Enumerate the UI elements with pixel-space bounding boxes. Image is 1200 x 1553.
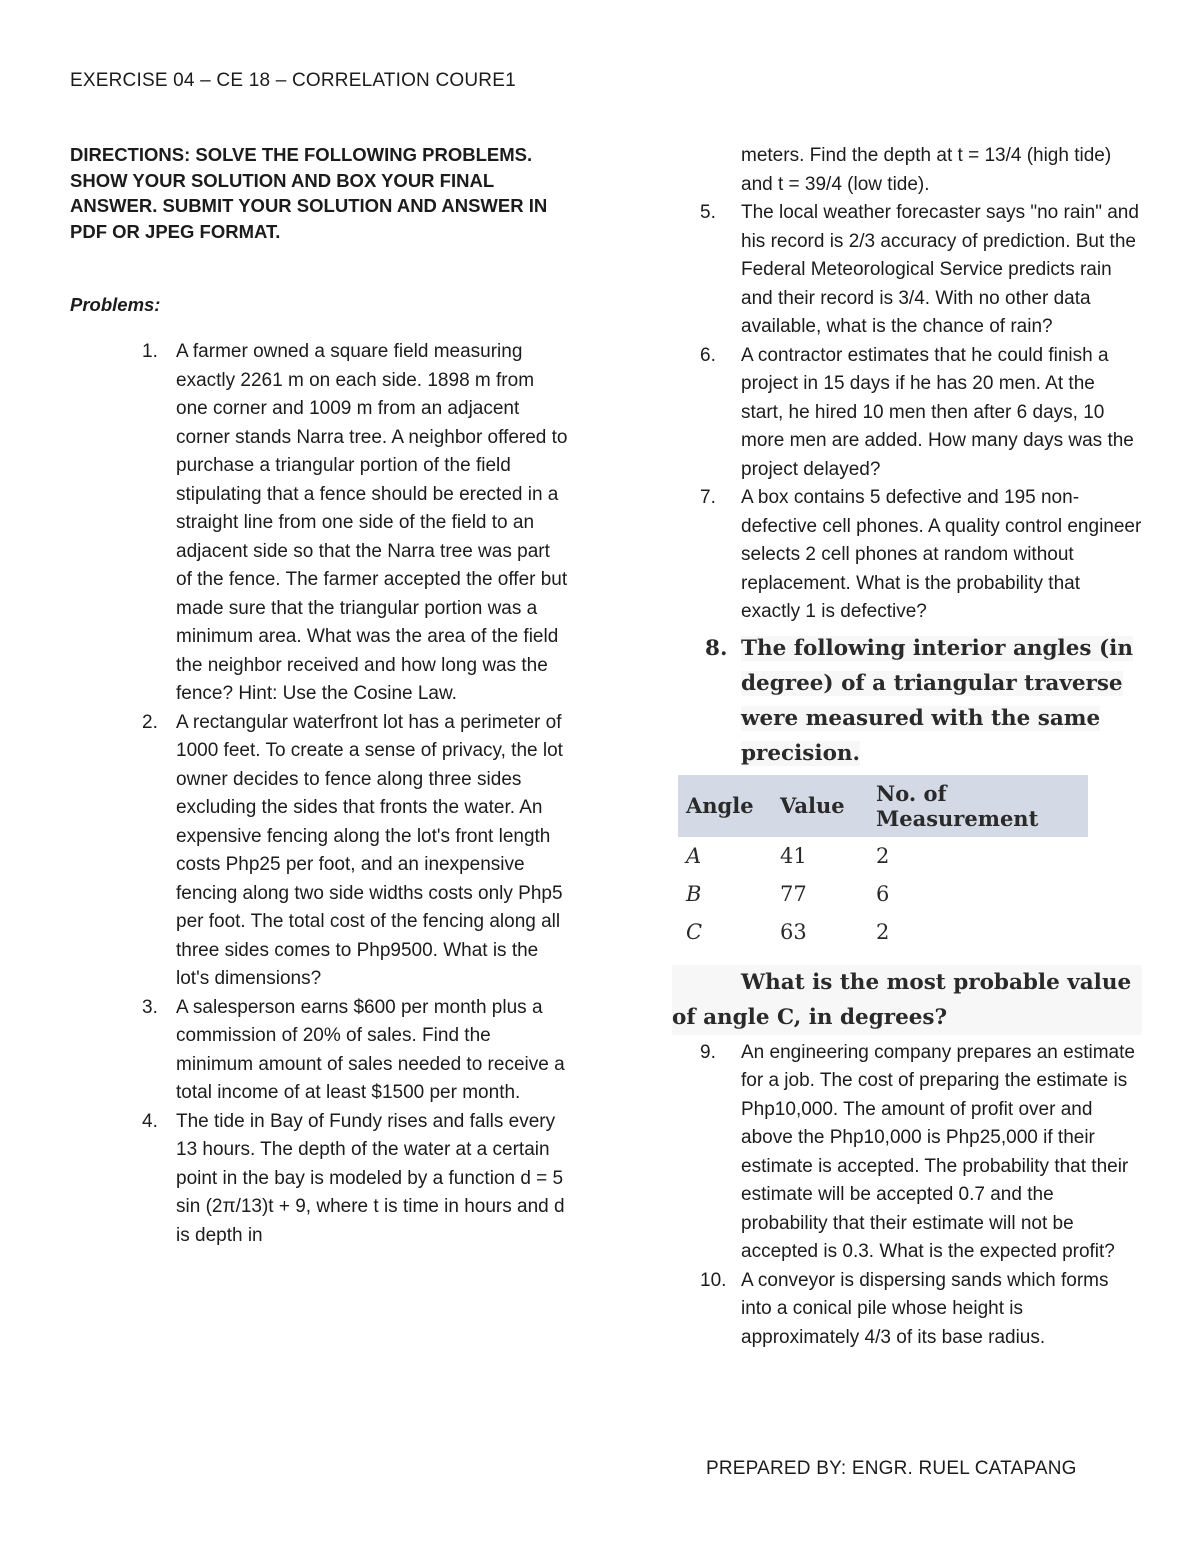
problem-8-question-text: What is the most probable value of angle C, in degrees? [672,969,1132,1030]
value-cell: 77 [780,881,807,906]
column-header-angle: Angle [686,793,754,818]
angle-cell: A [686,843,702,868]
problem-text: A box contains 5 defective and 195 non-defective cell phones. A quality control engineer selects 2 cell phones at random without replacement. What is the probability that exactly 1 is defective? [741,487,1142,622]
prepared-by-footer: PREPARED BY: ENGR. RUEL CATAPANG [706,1458,1077,1479]
table-header-row [678,775,1088,837]
problem-item [672,1267,1142,1353]
problem-4-continuation: meters. Find the depth at t = 13/4 (high tide) and t = 39/4 (low tide). [741,145,1112,195]
problem-number: 4. [142,1110,158,1132]
count-cell: 2 [876,843,890,868]
problem-text: The local weather forecaster says "no rain" and his record is 2/3 accuracy of prediction. But the Federal Meteorological Service predicts rain and their record is 3/4. With no other data available, what is the chance of rain? [741,202,1139,337]
column-header-value: Value [780,793,845,818]
problem-item [70,338,570,709]
problem-8-question [672,965,1142,1035]
problem-8 [672,631,1142,771]
angle-cell: B [686,881,702,906]
problem-text: A contractor estimates that he could finish a project in 15 days if he has 20 men. At the start, he hired 10 men then after 6 days, 10 more men are added. How many days was the project delayed? [741,344,1134,480]
problem-text: A conveyor is dispersing sands which forms into a conical pile whose height is approximately 4/3 of its base radius. [741,1269,1109,1348]
problem-item [70,994,570,1108]
problem-list-left [70,338,570,1250]
problem-list-right-2 [672,1039,1142,1353]
problem-number: 1. [142,341,158,362]
table-row [678,875,1088,913]
problem-number: 8. [705,635,728,661]
problem-item [672,199,1142,342]
problem-number: 2. [142,711,158,733]
problem-item [70,1108,570,1251]
table-row [678,837,1088,875]
document-title: EXERCISE 04 – CE 18 – CORRELATION COURE1 [70,70,516,91]
count-cell: 2 [876,919,890,944]
value-cell: 63 [780,919,807,944]
problem-number: 9. [700,1041,716,1063]
problem-number: 6. [700,344,716,366]
count-cell: 6 [876,881,890,906]
problems-heading: Problems: [70,294,161,315]
angle-cell: C [686,919,703,944]
problem-text: A salesperson earns $600 per month plus a commission of 20% of sales. Find the minimum amount of sales needed to receive a total income of at least $1500 per month. [176,996,565,1103]
angle-table [678,775,1088,951]
problem-list-right [672,199,1142,627]
problem-number: 7. [700,487,716,508]
directions-text: DIRECTIONS: SOLVE THE FOLLOWING PROBLEMS. SHOW YOUR SOLUTION AND BOX YOUR FINAL ANSWER. SUBMIT YOUR SOLUTION AND ANSWER IN PDF OR JPEG FORMAT. [70,144,548,242]
problem-number: 3. [142,996,158,1018]
problem-8-text: The following interior angles (in degree) of a triangular traverse were measured with the same precision. [741,635,1133,766]
value-cell: 41 [780,843,807,868]
problem-number: 10. [700,1269,727,1291]
problem-text: An engineering company prepares an estimate for a job. The cost of preparing the estimate is Php10,000. The amount of profit over and above the Php10,000 is Php25,000 if their estimate is accepted. The probability that their estimate will be accepted 0.7 and the probability that their estimate will not be accepted is 0.3. What is the expected profit? [741,1041,1135,1262]
problem-text: The tide in Bay of Fundy rises and falls every 13 hours. The depth of the water at a certain point in the bay is modeled by a function d = 5 sin (2π/13)t + 9, where t is time in hours and d is depth in [176,1110,565,1246]
problem-item [672,1039,1142,1267]
column-header-measurements: No. of Measurement [876,780,1039,831]
left-column [70,142,570,1250]
problem-text: A rectangular waterfront lot has a perimeter of 1000 feet. To create a sense of privacy, the lot owner decides to fence along three sides excluding the sides that fronts the water. An expensive fencing along the lot's front length costs Php25 per foot, and an inexpensive fencing along two side widths costs only Php5 per foot. The total cost of the fencing along all three sides comes to Php9500. What is the lot's dimensions? [176,711,563,989]
table-row [678,913,1088,951]
problem-item [70,709,570,994]
right-column [672,142,1142,1352]
problem-text: A farmer owned a square field measuring exactly 2261 m on each side. 1898 m from one corner and 1009 m from an adjacent corner stands Narra tree. A neighbor offered to purchase a triangular portion of the field stipulating that a fence should be erected in a straight line from one side of the field to an adjacent side so that the Narra tree was part of the fence. The farmer accepted the offer but made sure that the triangular portion was a minimum area. What was the area of the field the neighbor received and how long was the fence? Hint: Use the Cosine Law. [176,341,568,704]
problem-item [672,342,1142,485]
problem-number: 5. [700,202,716,223]
problem-item [672,484,1142,627]
